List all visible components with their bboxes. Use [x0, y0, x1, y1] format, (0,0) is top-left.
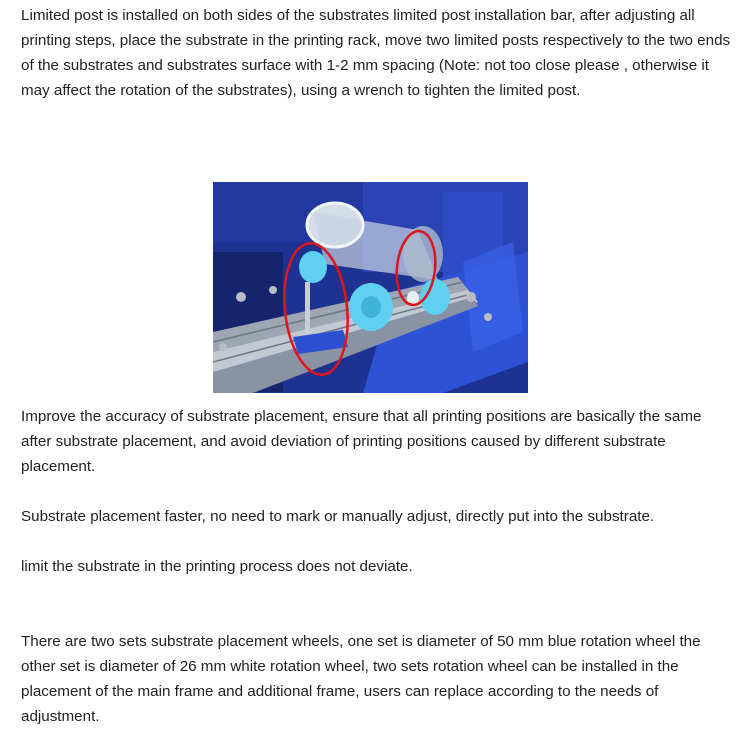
- no-deviation-paragraph: limit the substrate in the printing process does not deviate.: [21, 558, 413, 575]
- wheels-paragraph: There are two sets substrate placement wheels, one set is diameter of 50 mm blue rotation wheel the other set is diameter of 26 mm white rotation wheel, two sets rotation wheel can be installed in the placement of the main frame and additional frame, users can replace according to the needs of adjustment.: [21, 633, 701, 725]
- intro-paragraph: Limited post is installed on both sides of the substrates limited post installation bar, after adjusting all printing steps, place the substrate in the printing rack, move two limited posts respectively to the two ends of the substrates and substrates surface with 1-2 mm spacing (Note: not too close please , otherwise it may affect the rotation of the substrates), using a wrench to tighten the limited post.: [21, 7, 731, 99]
- product-photo: [213, 182, 528, 393]
- faster-placement-paragraph: Substrate placement faster, no need to mark or manually adjust, directly put into the substrate.: [21, 508, 655, 525]
- accuracy-paragraph: Improve the accuracy of substrate placement, ensure that all printing positions are basically the same after substrate placement, and avoid deviation of printing positions caused by different substrate placement.: [21, 408, 702, 475]
